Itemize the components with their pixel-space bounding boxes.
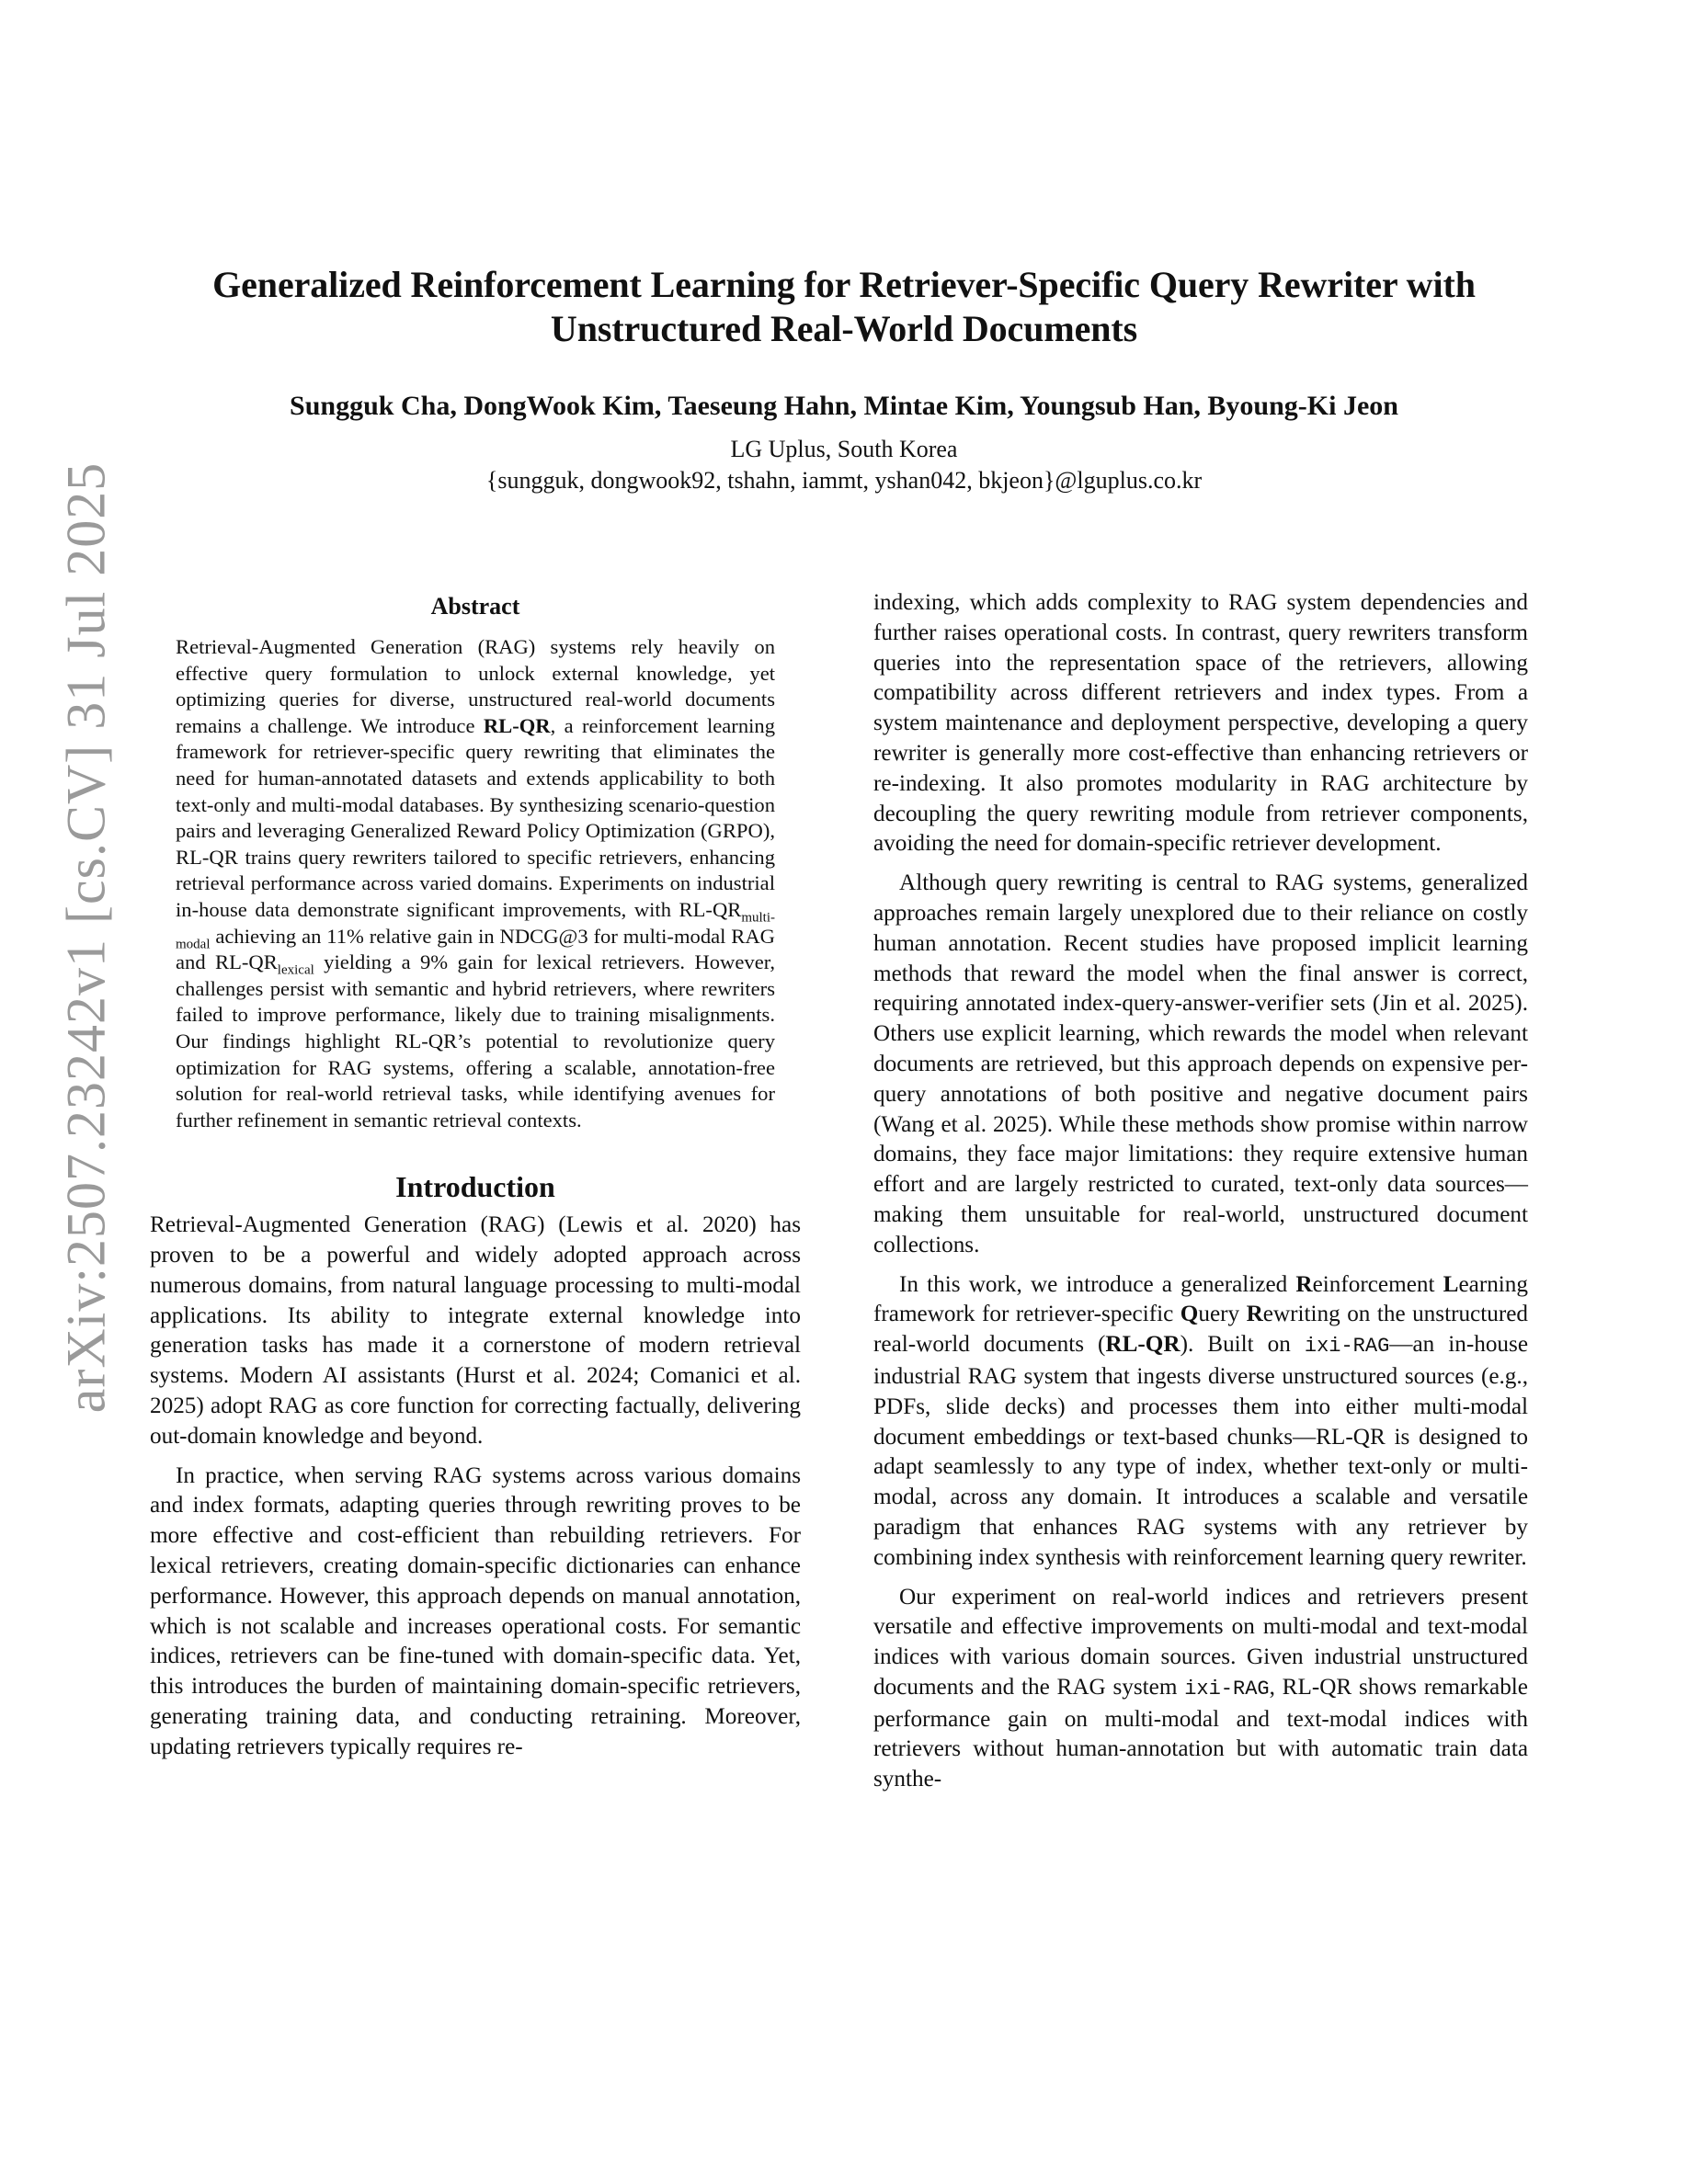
left-column [150,588,801,1763]
affiliation-block [138,434,1550,496]
paper-title: Generalized Reinforcement Learning for Retriever-Specific Query Rewriter with Unstructured Real-World Documents [212,264,1476,349]
introduction-heading: Introduction [395,1170,555,1204]
abstract-text: Retrieval-Augmented Generation (RAG) systems rely heavily on effective query formulation to unlock external knowledge, yet optimizing queries for diverse, unstructured real-world documents remains a challenge. We introduce RL-QR, a reinforcement learning framework for retriever-specific query rewriting that eliminates the need for human-annotated datasets and extends applicability to both text-only and multi-modal databases. By synthesizing scenario-question pairs and leveraging Generalized Reward Policy Optimization (GRPO), RL-QR trains query rewriters tailored to specific retrievers, enhancing retrieval performance across varied domains. Experiments on industrial in-house data demonstrate significant improvements, with $RL-QR_{multi-modal}$ achieving an 11% relative gain in NDCG@3 for multi-modal RAG and $RL-QR_{lexical}$ yielding a 9% gain for lexical retrievers. However, challenges persist with semantic and hybrid retrievers, where rewriters failed to improve performance, likely due to training misalignments. Our findings highlight RL-QR’s potential to revolutionize query optimization for RAG systems, offering a scalable, annotation-free solution for real-world retrieval tasks, while identifying avenues for further refinement in semantic retrieval contexts. [176,635,775,1132]
intro-paragraph-2: In practice, when serving RAG systems across various domains and index formats, adapting queries through rewriting proves to be more effective and cost-efficient than rebuilding retrievers. For lexical retrievers, creating domain-specific dictionaries can enhance performance. However, this approach depends on manual annotation, which is not scalable and increases operational costs. For semantic indices, retrievers can be fine-tuned with domain-specific data. Yet, this introduces the burden of maintaining domain-specific retrievers, generating training data, and conducting retraining. Moreover, updating retrievers typically requires re- [150,1462,801,1759]
right-paragraph-4: Our experiment on real-world indices and retrievers present versatile and effective improvements on multi-modal and text-modal indices with various domain sources. Given industrial unstructured documents and the RAG system ixi-RAG, RL-QR shows remarkable performance gain on multi-modal and text-modal indices with retrievers without human-annotation but with automatic train data synthe- [873,1584,1528,1792]
author-list: Sungguk Cha, DongWook Kim, Taeseung Hahn, Mintae Kim, Youngsub Han, Byoung-Ki Jeon [290,391,1398,421]
arxiv-identifier: arXiv:2507.23242v1 [cs.CV] 31 Jul 2025 [55,461,117,1414]
system-name: ixi-RAG [1184,1677,1270,1701]
rlqr-name: RL-QR [483,713,551,737]
right-paragraph-3: In this work, we introduce a generalized Reinforcement Learning framework for retriever-specific Query Rewriting on the unstructured real-world documents (RL-QR). Built on ixi-RAG—an in-house industrial RAG system that ingests diverse unstructured sources (e.g., PDFs, slide decks) and processes them into either multi-modal document embeddings or text-based chunks—RL-QR is designed to adapt seamlessly to any type of index, whether text-only or multi-modal, across any domain. It introduces a scalable and versatile paradigm that enhances RAG systems with any retriever by combining index synthesis with reinforcement learning query rewriter. [873,1271,1529,1570]
right-paragraph-1: indexing, which adds complexity to RAG system dependencies and further raises operational costs. In contrast, query rewriters transform queries into the representation space of the retrievers, allowing compatibility across different retrievers and index types. From a system maintenance and deployment perspective, developing a query rewriter is generally more cost-effective than enhancing retrievers or re-indexing. It also promotes modularity in RAG architecture by decoupling the query rewriting module from retriever components, avoiding the need for domain-specific retriever development. [873,590,1528,857]
intro-paragraph-1: Retrieval-Augmented Generation (RAG) (Lewis et al. 2020) has proven to be a powerful and widely adopted approach across numerous domains, from natural language processing to multi-modal applications. Its ability to integrate external knowledge into generation tasks has made it a cornerstone of modern retrieval systems. Modern AI assistants (Hurst et al. 2024; Comanici et al. 2025) adopt RAG as core function for correcting factually, delivering out-domain knowledge and beyond. [150,1212,801,1449]
abstract-heading: Abstract [430,593,520,620]
system-name: ixi-RAG [1304,1335,1390,1359]
affiliation: LG Uplus, South Korea [730,436,958,462]
right-column [873,588,1528,1795]
author-emails: {sungguk, dongwook92, tshahn, iammt, yshan042, bkjeon}@lguplus.co.kr [485,467,1203,494]
right-paragraph-2: Although query rewriting is central to RAG systems, generalized approaches remain largely unexplored due to their reliance on costly human annotation. Recent studies have proposed implicit learning methods that reward the model when the final answer is correct, requiring annotated index-query-answer-verifier sets (Jin et al. 2025). Others use explicit learning, which rewards the model when relevant documents are retrieved, but this approach depends on expensive per-query annotations of both positive and negative document pairs (Wang et al. 2025). While these methods show promise within narrow domains, they face major limitations: they require extensive human effort and are largely restricted to curated, text-only data sources—making them unsuitable for real-world, unstructured document collections. [873,870,1528,1257]
